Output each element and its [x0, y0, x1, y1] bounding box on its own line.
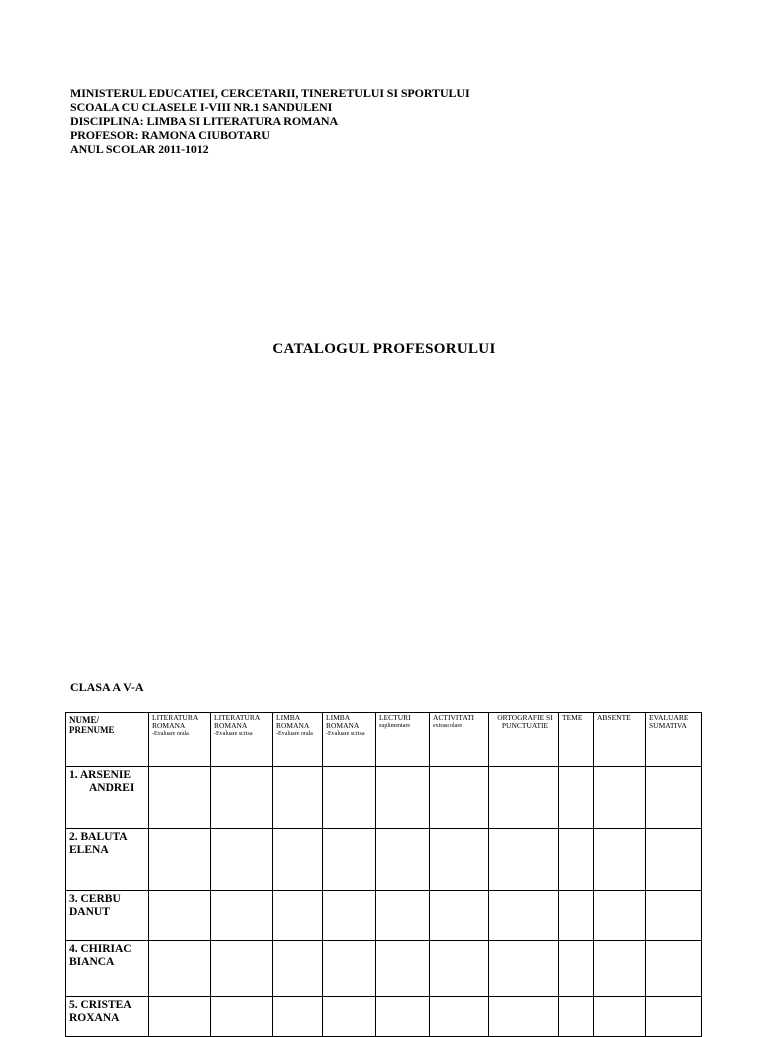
- grade-cell[interactable]: [273, 891, 323, 941]
- student-surname: 5. CRISTEA: [69, 999, 132, 1011]
- column-header-sub: extrascolare: [433, 723, 462, 729]
- header-ministry: MINISTERUL EDUCATIEI, CERCETARII, TINERETULUI SI SPORTULUI: [70, 86, 470, 100]
- grade-cell[interactable]: [646, 941, 702, 997]
- student-name: [66, 941, 149, 997]
- grade-cell[interactable]: [489, 941, 559, 997]
- student-surname: 2. BALUTA: [69, 831, 128, 843]
- student-name: [66, 767, 149, 829]
- column-header: [646, 713, 702, 767]
- student-name: [66, 891, 149, 941]
- class-label: CLASA A V-A: [70, 680, 144, 694]
- grade-cell[interactable]: [323, 891, 376, 941]
- column-header-main: LIMBA ROMANA: [276, 713, 310, 730]
- column-header-sub: -Evaluare orala: [276, 731, 313, 737]
- grade-cell[interactable]: [594, 997, 646, 1037]
- grade-cell[interactable]: [273, 829, 323, 891]
- grade-cell[interactable]: [323, 941, 376, 997]
- grade-cell[interactable]: [323, 829, 376, 891]
- column-header: [323, 713, 376, 767]
- student-surname: 1. ARSENIE: [69, 769, 131, 781]
- grade-cell[interactable]: [149, 767, 211, 829]
- grade-cell[interactable]: [559, 891, 594, 941]
- column-header: [376, 713, 430, 767]
- grade-cell[interactable]: [149, 941, 211, 997]
- grade-cell[interactable]: [594, 829, 646, 891]
- grade-cell[interactable]: [430, 767, 489, 829]
- column-header: [489, 713, 559, 767]
- grade-cell[interactable]: [149, 997, 211, 1037]
- student-surname: 4. CHIRIAC: [69, 943, 132, 955]
- header-teacher: PROFESOR: RAMONA CIUBOTARU: [70, 128, 270, 142]
- grade-cell[interactable]: [376, 941, 430, 997]
- column-header: [430, 713, 489, 767]
- column-header-main: ORTOGRAFIE SI PUNCTUATIE: [497, 713, 553, 730]
- header-discipline: DISCIPLINA: LIMBA SI LITERATURA ROMANA: [70, 114, 339, 128]
- name-header-line-2: PRENUME: [69, 725, 115, 735]
- student-given-name: BIANCA: [69, 956, 115, 968]
- student-given-name: ANDREI: [89, 782, 135, 794]
- student-name: [66, 829, 149, 891]
- grade-cell[interactable]: [594, 767, 646, 829]
- grade-cell[interactable]: [489, 891, 559, 941]
- column-header-sub: -Evaluare scrisa: [214, 731, 253, 737]
- grade-cell[interactable]: [594, 941, 646, 997]
- column-header: [559, 713, 594, 767]
- table-row: [66, 997, 702, 1037]
- grade-cell[interactable]: [376, 997, 430, 1037]
- grade-cell[interactable]: [149, 829, 211, 891]
- table-row: [66, 941, 702, 997]
- grade-cell[interactable]: [646, 891, 702, 941]
- student-given-name: ROXANA: [69, 1012, 120, 1024]
- grade-cell[interactable]: [273, 997, 323, 1037]
- header-school-year: ANUL SCOLAR 2011-1012: [70, 142, 209, 156]
- grade-cell[interactable]: [489, 829, 559, 891]
- grade-cell[interactable]: [376, 829, 430, 891]
- column-header-main: LECTURI: [379, 713, 411, 722]
- grade-cell[interactable]: [646, 767, 702, 829]
- grade-table: [65, 712, 702, 1037]
- grade-cell[interactable]: [430, 829, 489, 891]
- table-row: [66, 767, 702, 829]
- student-surname: 3. CERBU: [69, 893, 121, 905]
- column-header: [273, 713, 323, 767]
- column-header-main: ABSENTE: [597, 713, 631, 722]
- grade-cell[interactable]: [489, 997, 559, 1037]
- column-header-sub: -Evaluare orala: [152, 731, 189, 737]
- name-header-line-1: NUME/: [69, 715, 99, 725]
- column-header-sub: suplimentare: [379, 723, 410, 729]
- column-header: [149, 713, 211, 767]
- student-given-name: ELENA: [69, 844, 109, 856]
- grade-cell[interactable]: [430, 891, 489, 941]
- grade-cell[interactable]: [430, 997, 489, 1037]
- grade-cell[interactable]: [430, 941, 489, 997]
- grade-cell[interactable]: [323, 767, 376, 829]
- column-header-main: ACTIVITATI: [433, 713, 475, 722]
- institution-header: [70, 86, 470, 156]
- column-header-main: LITERATURA ROMANA: [152, 713, 198, 730]
- column-header: [594, 713, 646, 767]
- grade-cell[interactable]: [273, 941, 323, 997]
- grade-cell[interactable]: [273, 767, 323, 829]
- grade-cell[interactable]: [559, 829, 594, 891]
- grade-cell[interactable]: [211, 941, 273, 997]
- column-header: [211, 713, 273, 767]
- grade-cell[interactable]: [646, 829, 702, 891]
- grade-cell[interactable]: [376, 891, 430, 941]
- grade-cell[interactable]: [559, 997, 594, 1037]
- table-row: [66, 829, 702, 891]
- table-row: [66, 891, 702, 941]
- header-school: SCOALA CU CLASELE I-VIII NR.1 SANDULENI: [70, 100, 333, 114]
- grade-cell[interactable]: [211, 829, 273, 891]
- student-given-name: DANUT: [69, 906, 110, 918]
- student-name: [66, 997, 149, 1037]
- grade-cell[interactable]: [211, 997, 273, 1037]
- grade-cell[interactable]: [559, 941, 594, 997]
- column-header-main: TEME: [562, 713, 583, 722]
- page-title: CATALOGUL PROFESORULUI: [272, 341, 496, 357]
- grade-cell[interactable]: [211, 767, 273, 829]
- grade-cell[interactable]: [211, 891, 273, 941]
- column-header-sub: -Evaluare scrisa: [326, 731, 365, 737]
- grade-cell[interactable]: [646, 997, 702, 1037]
- grade-cell[interactable]: [376, 767, 430, 829]
- grade-cell[interactable]: [149, 891, 211, 941]
- column-header-name: [66, 713, 149, 767]
- column-header-main: LITERATURA ROMANA: [214, 713, 260, 730]
- grade-cell[interactable]: [594, 891, 646, 941]
- column-header-main: EVALUARE SUMATIVA: [649, 713, 689, 730]
- column-header-main: LIMBA ROMANA: [326, 713, 360, 730]
- grade-cell[interactable]: [323, 997, 376, 1037]
- grade-cell[interactable]: [489, 767, 559, 829]
- table-header-row: [66, 713, 702, 767]
- grade-cell[interactable]: [559, 767, 594, 829]
